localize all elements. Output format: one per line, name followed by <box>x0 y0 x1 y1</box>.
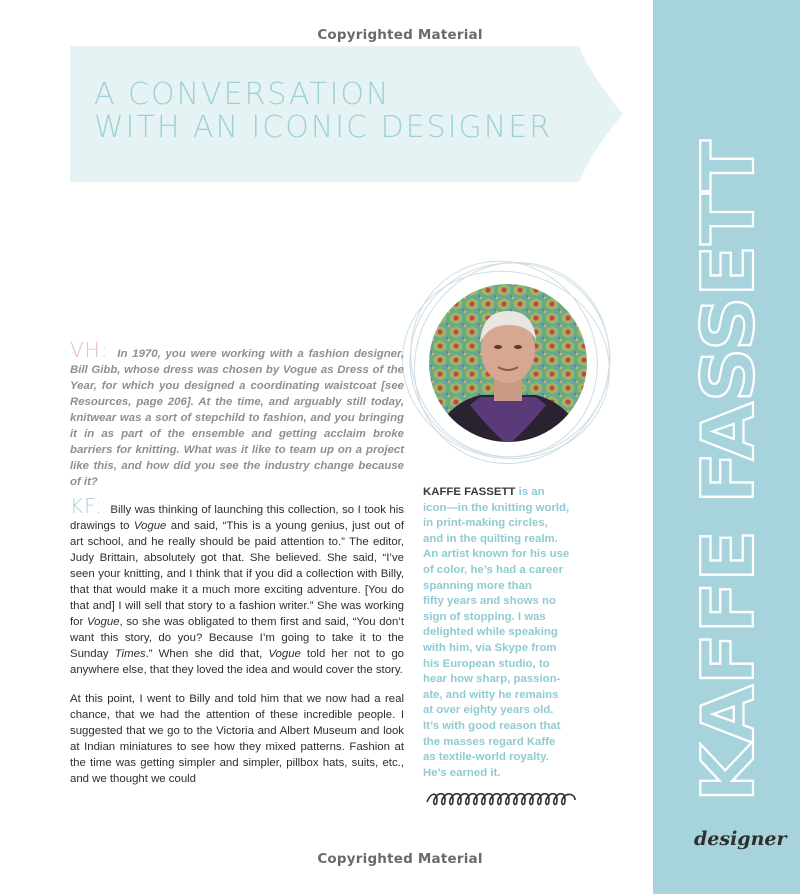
answer-vogue-2: Vogue <box>86 616 120 628</box>
bio-line-0: KAFFE FASSETT is an <box>423 486 545 498</box>
copyright-notice-bottom: Copyrighted Material <box>317 851 483 867</box>
answer-kf <box>70 494 404 678</box>
answer-text-4: .” When she did that, <box>145 648 269 660</box>
bio-line: with him, via Skype from <box>423 641 557 654</box>
bio-line: as textile-world royalty. <box>423 751 549 764</box>
speaker-tag-kf: KF: <box>70 494 103 518</box>
page-title <box>94 78 552 144</box>
vertical-name-graphic <box>653 0 800 894</box>
answer-vogue-1: Vogue <box>133 520 167 532</box>
bio-line: his European studio, to <box>423 657 550 670</box>
side-panel <box>653 0 800 894</box>
answer-vogue-3: Vogue <box>268 648 301 660</box>
vertical-name: KAFFE FASSETT <box>686 171 770 802</box>
answer-times: Times <box>114 648 146 660</box>
bio-line: and in the quilting realm. <box>423 532 558 545</box>
squiggle-divider <box>425 790 577 810</box>
body-paragraph-2: At this point, I went to Billy and told him that we now had a real chance, that we had the attention of these incredible people. I suggested that we go to the Victoria and Albert Museum and look at Indian miniatures to see how they mixed patterns. Fashion at the time was getting simpler and simpler, pillbox hats, suits, etc., and we thought we could <box>70 693 404 785</box>
answer-text-5: told her not to go anywhere else, that they loved the idea and would cover the story. <box>70 648 404 676</box>
bio-line: ate, and witty he remains <box>423 688 559 701</box>
bio-line: sign of stopping. I was <box>423 610 546 623</box>
copyright-notice-top: Copyrighted Material <box>317 27 483 43</box>
title-banner <box>70 46 625 182</box>
question-text-1: In 1970, you were working with a fashion designer, Bill Gibb, whose dress was chosen by <box>70 348 404 376</box>
speaker-tag-vh: VH: <box>70 338 109 362</box>
bio-line: An artist known for his use <box>423 548 570 561</box>
bio-name: KAFFE FASSETT <box>423 486 516 498</box>
bio-line: icon—in the knitting world, <box>423 501 570 514</box>
title-line-1: A CONVERSATION <box>94 77 391 112</box>
question-text-vogue: Vogue <box>282 364 318 376</box>
answer-text-3: , so she was obligated to them first and said, “You don’t want this story, do you? Because I’m going to take it to the Sunday <box>70 616 404 660</box>
bio-line: delighted while speaking <box>423 626 558 639</box>
bio-line: He’s earned it. <box>423 766 501 779</box>
interview-column <box>70 338 404 787</box>
bio-line: of color, he’s had a career <box>423 563 564 576</box>
bio-line: fifty years and shows no <box>423 595 556 608</box>
section-tag: designer <box>694 828 787 850</box>
portrait <box>400 255 620 470</box>
bio-line: spanning more than <box>423 579 532 592</box>
bio-line: hear how sharp, passion- <box>423 673 561 686</box>
bio-line: at over eighty years old. <box>423 704 554 717</box>
bio-line: the masses regard Kaffe <box>423 735 556 748</box>
question-text-2: as Dress of the Year, for which you designed a coordinating waistcoat [see Resources, page 206]. At the time, and arguably still today, knitwear was a sort of stepchild to fashion, and you bringing it in as part of the ensemble and getting acclaim broke barriers for knitting. What was it like to team up on a project like this, and how did you see the industry change because of it? <box>70 364 404 488</box>
bio-line: It’s with good reason that <box>423 719 561 732</box>
bio-line: in print-making circles, <box>423 517 548 530</box>
bio-sidebar <box>423 485 583 781</box>
answer-text-2: and said, “This is a young genius, just out of art school, and he really should be paid attention to.” The editor, Judy Brittain, absolutely got that. She believed. She said, “I’ve seen your knitting, and I think that if you did a collection with Billy, that that would make it a much more exciting adventure. [You do that and] I will sell that story to a fashion writer.” She was working for <box>70 520 404 628</box>
portrait-graphic <box>400 255 620 470</box>
question-vh <box>70 338 404 490</box>
title-line-2: WITH AN ICONIC DESIGNER <box>94 110 553 145</box>
answer-text-1: Billy was thinking of launching this collection, so I took his drawings to <box>70 504 404 532</box>
